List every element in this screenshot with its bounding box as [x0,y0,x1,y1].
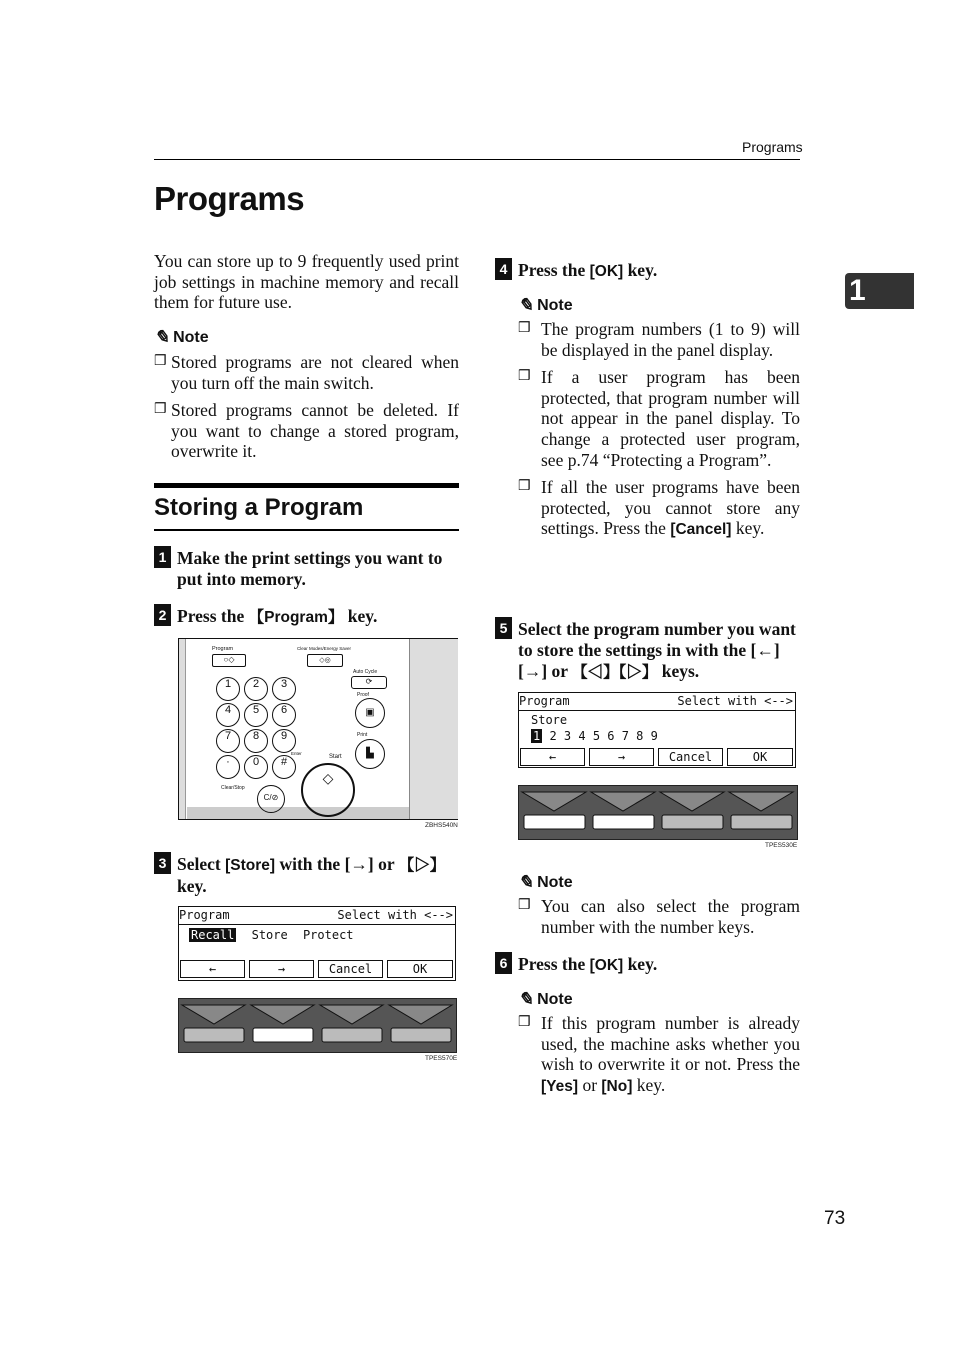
step-4: 4 Press the [OK] key. [495,260,800,282]
list-item: ❒ If this program number is already used, the machine asks whether you wish to overwrite it or not. Press the [Yes] or [No] key. [518,1013,800,1097]
figure-caption: TPES530E [765,842,798,849]
step-5: 5 Select the program number you want to store the settings in with the [←] [→] or 【◁】【▷】 keys. [495,619,800,683]
clear-stop-key-icon: C/⊘ [257,785,285,813]
chapter-tab: 1 [845,273,914,309]
figure-caption: TPES570E [425,1055,458,1062]
note-heading-4 [518,295,573,316]
option-store: Store [251,928,288,942]
section-rule-top [154,483,459,488]
note-heading-5 [518,872,573,893]
control-panel-illustration: Program ○◇ Clear Modes/Energy Saver ◇◎ Auto Cycle ⟳ Proof ▣ Print ▙ Start ◇ Enter Clear/Stop C/⊘ 1 2 3 4 5 6 7 8 9 · 0 # [178,638,458,820]
checkbox-bullet-icon: ❒ [518,369,531,385]
note-heading-6 [518,989,573,1010]
selection-keys-icon [179,999,455,1051]
intro-text: You can store up to 9 frequently used print job settings in machine memory and recall them for future use. [154,251,459,313]
pencil-icon: ✎ [518,295,534,315]
step-1: 1 Make the print settings you want to put into memory. [154,548,459,590]
note-list-4 [518,319,800,541]
proof-key-icon: ▣ [355,698,385,728]
note-heading-1 [154,327,209,348]
step-6: 6 Press the [OK] key. [495,954,800,976]
step-number: 1 [154,546,171,568]
keypad-key: 6 [272,703,296,727]
list-item: ❒ The program numbers (1 to 9) will be displayed in the panel display. [518,319,800,360]
option-protect: Protect [302,928,354,942]
checkbox-bullet-icon: ❒ [518,321,531,336]
list-item: ❒ Stored programs are not cleared when you turn off the main switch. [154,352,459,393]
section-title: Storing a Program [154,494,364,521]
note-label: Note [537,873,573,891]
keypad-key: 8 [244,729,268,753]
cancel-button: Cancel [658,748,723,766]
keypad-key: · [216,755,240,779]
keypad-key: 4 [216,703,240,727]
note-label: Note [537,990,573,1008]
pencil-icon: ✎ [518,989,534,1009]
keypad-key: 2 [244,677,268,701]
list-item: ❒ You can also select the program number with the number keys. [518,896,800,937]
checkbox-bullet-icon: ❒ [154,402,167,418]
step-number: 4 [495,258,512,280]
keypad-key: # [272,755,296,779]
step-3: 3 Select [Store] with the [→] or 【▷】 key. [154,854,459,897]
checkbox-bullet-icon: ❒ [154,354,167,369]
right-arrow-button: → [589,748,654,766]
list-item: ❒ If all the user programs have been protected, you cannot store any settings. Press the [Cancel] key. [518,477,800,541]
store-label: Store [531,713,568,727]
note-label: Note [537,296,573,314]
keypad-key: 9 [272,729,296,753]
selection-keys-strip [518,785,798,840]
keypad-key: 1 [216,677,240,701]
right-arrow-button: → [249,960,314,978]
note-list-6 [518,1013,800,1097]
selected-program-number: 1 [533,729,541,743]
step-2: 2 Press the 【Program】 key. [154,606,459,628]
list-item: ❒ If a user program has been protected, that program number will not appear in the panel display. To change a protected user program, see p.74 “Protecting a Program”. [518,367,800,470]
option-recall: Recall [191,928,235,942]
lcd-display-store-number: Program Select with <--> Store 1 2 3 4 5 6 7 8 9 ← → Cancel OK [518,692,796,768]
note-list-5 [518,896,800,937]
checkbox-bullet-icon: ❒ [518,1015,531,1030]
step-number: 2 [154,604,171,626]
lcd-display-program-menu: Program Select with <--> Recall Store Protect ← → Cancel OK [178,906,456,981]
checkbox-bullet-icon: ❒ [518,898,531,913]
keypad-key: 3 [272,677,296,701]
pencil-icon: ✎ [154,327,170,347]
keypad-key: 5 [244,703,268,727]
ok-button: OK [727,748,793,766]
selection-keys-icon [519,786,796,838]
keypad-key: 7 [216,729,240,753]
start-key-icon: ◇ [301,763,355,817]
selection-keys-strip [178,998,457,1053]
clear-modes-key-icon: ◇◎ [307,654,343,667]
note-list-1 [154,352,459,462]
auto-cycle-key-icon: ⟳ [351,676,387,689]
figure-caption: ZBHS540N [425,822,458,829]
program-number-list: 1 2 3 4 5 6 7 8 9 [533,729,658,743]
list-item: ❒ Stored programs cannot be deleted. If you want to change a stored program, overwrite it. [154,400,459,462]
left-arrow-button: ← [520,748,585,766]
checkbox-bullet-icon: ❒ [518,479,531,495]
number-keypad [216,677,300,781]
cancel-button: Cancel [318,960,383,978]
left-arrow-button: ← [180,960,245,978]
step-number: 6 [495,952,512,974]
step-number: 3 [154,852,171,874]
running-header: Programs [742,139,803,155]
program-key-icon: ○◇ [212,654,246,667]
ok-button: OK [387,960,453,978]
page-title: Programs [154,180,305,217]
pencil-icon: ✎ [518,872,534,892]
step-number: 5 [495,617,512,639]
section-rule-bottom [154,529,459,531]
print-key-icon: ▙ [355,739,385,769]
keypad-key: 0 [244,755,268,779]
note-label: Note [173,328,209,346]
header-rule [154,159,800,160]
page-number: 73 [824,1208,846,1229]
